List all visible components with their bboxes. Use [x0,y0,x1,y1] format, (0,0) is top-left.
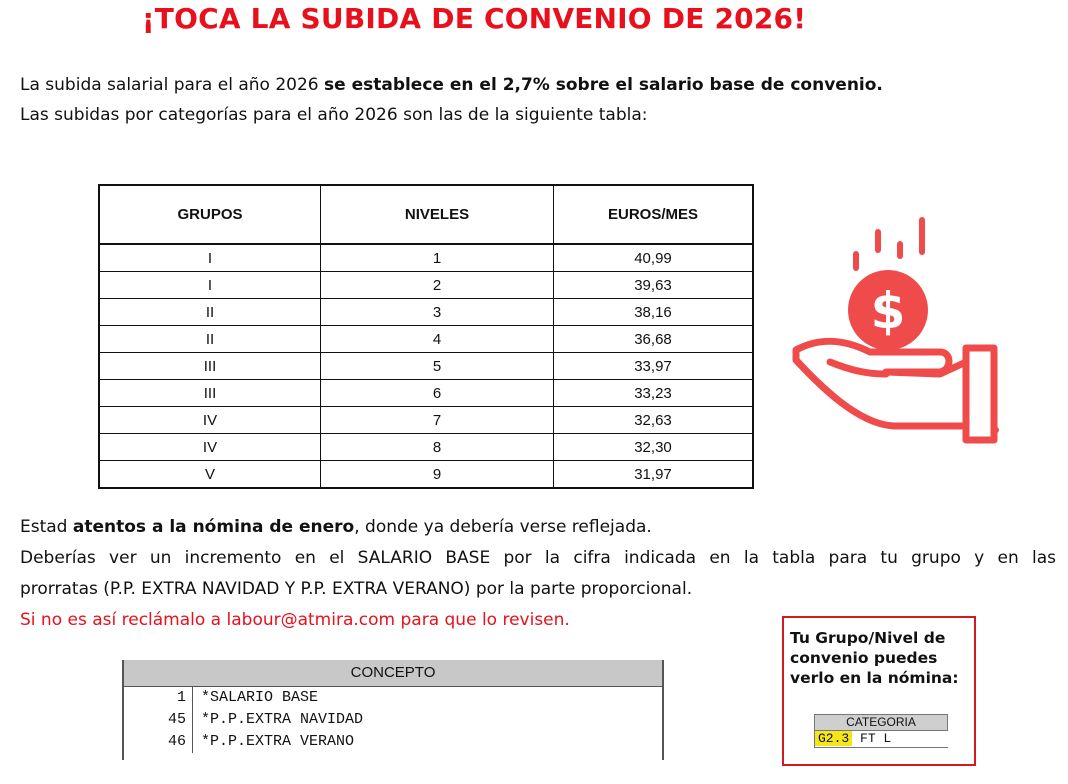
table-header-row [99,185,753,244]
concepto-code: 46 [124,731,193,753]
cell-nivel: 3 [321,299,554,326]
table-row [99,407,753,434]
table-row [99,272,753,299]
intro-line-1: La subida salarial para el año 2026 se establece en el 2,7% sobre el salario base de convenio. [20,75,883,95]
cell-grupo: IV [99,407,321,434]
header-euros-mes: EUROS/MES [554,185,754,244]
cell-grupo: II [99,299,321,326]
cell-grupo: V [99,461,321,489]
concepto-row [124,731,662,753]
paragraph-incremento-1: Deberías ver un incremento en el SALARIO BASE por la cifra indicada en la tabla para tu grupo y en las [20,548,1056,568]
cell-grupo: I [99,244,321,272]
infobox-message: Tu Grupo/Nivel de convenio puedes verlo en la nómina: [790,629,959,687]
page-title: ¡TOCA LA SUBIDA DE CONVENIO DE 2026! [141,2,807,35]
intro-text [20,70,883,130]
intro-bold-text: se establece en el 2,7% sobre el salario base de convenio. [324,75,883,95]
concepto-header: CONCEPTO [124,660,662,687]
cell-euros: 36,68 [554,326,754,353]
cell-grupo: III [99,353,321,380]
svg-text:$: $ [870,282,906,340]
categoria-value [814,731,948,748]
categoria-rest: FT L [852,731,892,746]
table-row [99,326,753,353]
cell-euros: 32,30 [554,434,754,461]
table-row [99,299,753,326]
categoria-header: CATEGORIA [814,714,948,731]
cell-nivel: 2 [321,272,554,299]
salary-table [98,184,754,489]
cell-euros: 39,63 [554,272,754,299]
cell-grupo: III [99,380,321,407]
cell-nivel: 4 [321,326,554,353]
cell-grupo: I [99,272,321,299]
header-niveles: NIVELES [321,185,554,244]
concepto-label: *P.P.EXTRA NAVIDAD [201,711,364,728]
table-row [99,461,753,489]
intro-line-2: Las subidas por categorías para el año 2026 son las de la siguiente tabla: [20,105,648,125]
cell-euros: 38,16 [554,299,754,326]
cell-nivel: 5 [321,353,554,380]
cell-nivel: 7 [321,407,554,434]
bold-nomina-text: atentos a la nómina de enero [72,517,355,537]
table-row [99,244,753,272]
table-row [99,434,753,461]
concepto-label: *SALARIO BASE [201,689,319,706]
cell-nivel: 8 [321,434,554,461]
concepto-code: 45 [124,709,193,731]
cell-grupo: IV [99,434,321,461]
cell-nivel: 1 [321,244,554,272]
cell-euros: 33,23 [554,380,754,407]
cell-grupo: II [99,326,321,353]
categoria-excerpt [814,714,948,748]
cell-nivel: 6 [321,380,554,407]
concepto-payslip-excerpt [122,660,664,760]
categoria-code-highlight: G2.3 [815,731,852,746]
paragraph-nomina: Estad atentos a la nómina de enero, donde ya debería verse reflejada. [20,517,652,537]
cell-euros: 31,97 [554,461,754,489]
cell-nivel: 9 [321,461,554,489]
cell-euros: 32,63 [554,407,754,434]
cell-euros: 33,97 [554,353,754,380]
concepto-code: 1 [124,687,193,709]
concepto-row [124,709,662,731]
table-row [99,353,753,380]
concepto-label: *P.P.EXTRA VERANO [201,733,355,750]
paragraph-incremento-2: prorratas (P.P. EXTRA NAVIDAD Y P.P. EXTRA VERANO) por la parte proporcional. [20,579,693,599]
header-grupos: GRUPOS [99,185,321,244]
table-row [99,380,753,407]
claim-notice: Si no es así reclámalo a labour@atmira.com para que lo revisen. [20,610,570,630]
concepto-row [124,687,662,709]
cell-euros: 40,99 [554,244,754,272]
grupo-nivel-infobox [782,616,976,766]
hand-money-icon [790,212,1030,452]
